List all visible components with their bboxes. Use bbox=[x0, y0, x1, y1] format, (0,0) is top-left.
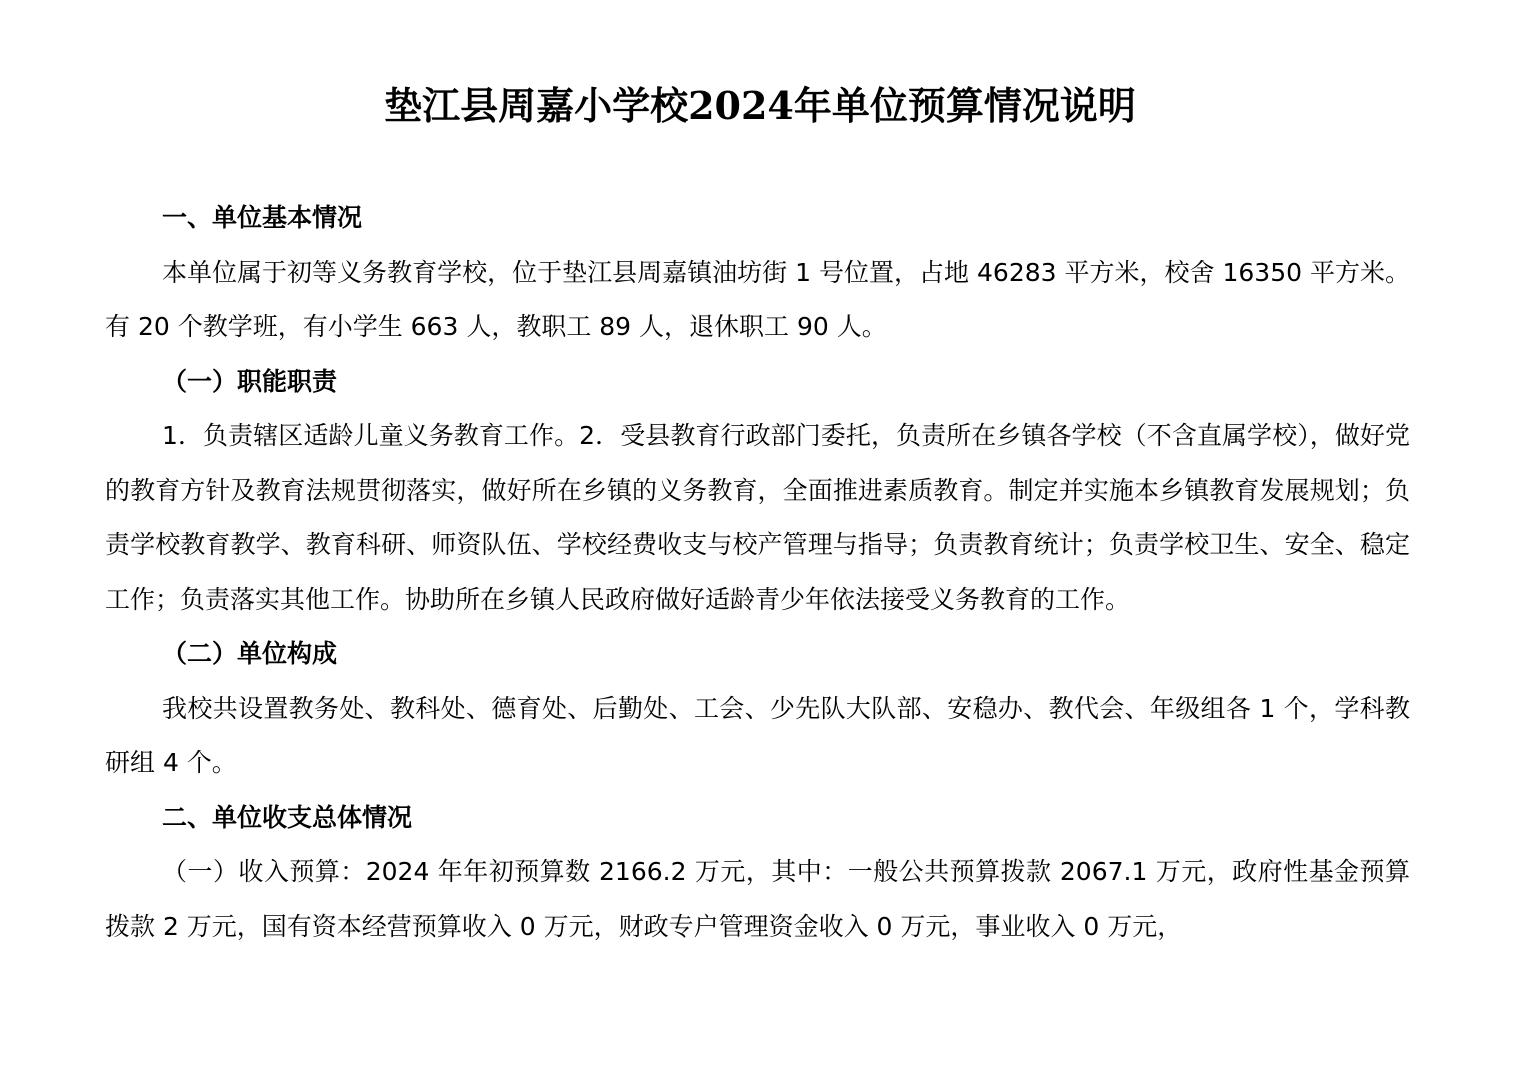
section-2-sub-1-paragraph: （一）收入预算：2024 年年初预算数 2166.2 万元，其中：一般公共预算拨款 2067.1 万元，政府性基金预算拨款 2 万元，国有资本经营预算收入 0 万元，财政专户管理资金收入 0 万元，事业收入 0 万元， bbox=[105, 857, 1410, 941]
section-2-heading: 二、单位收支总体情况 bbox=[162, 802, 413, 832]
section-1-sub-1-heading: （一）职能职责 bbox=[162, 366, 338, 396]
section-1-heading: 一、单位基本情况 bbox=[162, 203, 363, 232]
page-title: 垫江县周嘉小学校2024年单位预算情况说明 bbox=[384, 83, 1136, 128]
document-body bbox=[105, 191, 1410, 954]
section-1-sub-2-heading: （二）单位构成 bbox=[162, 639, 338, 668]
section-1-sub-1-paragraph: 1．负责辖区适龄儿童义务教育工作。2．受县教育行政部门委托，负责所在乡镇各学校（不含直属学校），做好党的教育方针及教育法规贯彻落实，做好所在乡镇的义务教育，全面推进素质教育。制定并实施本乡镇教育发展规划；负责学校教育教学、教育科研、师资队伍、学校经费收支与校产管理与指导；负责教育统计；负责学校卫生、安全、稳定工作；负责落实其他工作。协助所在乡镇人民政府做好适龄青少年依法接受义务教育的工作。 bbox=[105, 421, 1410, 614]
section-1-sub-2-paragraph: 我校共设置教务处、教科处、德育处、后勤处、工会、少先队大队部、安稳办、教代会、年级组各 1 个，学科教研组 4 个。 bbox=[105, 693, 1410, 777]
section-1-paragraph: 本单位属于初等义务教育学校，位于垫江县周嘉镇油坊街 1 号位置，占地 46283 平方米，校舍 16350 平方米。有 20 个教学班，有小学生 663 人，教职工 89 人，退休职工 90 人。 bbox=[105, 257, 1410, 341]
